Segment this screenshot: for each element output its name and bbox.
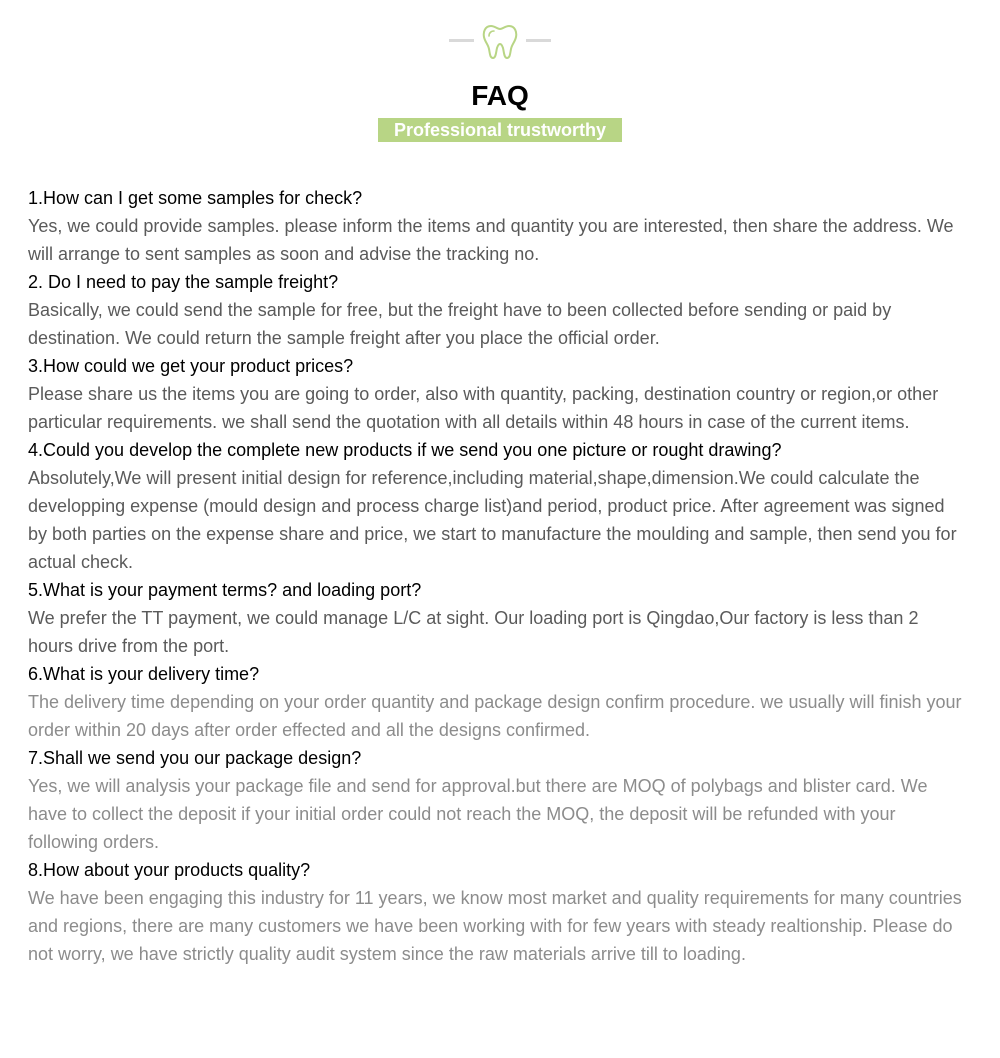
faq-answer-6: The delivery time depending on your order quantity and package design confirm procedure. we usually will finish your order within 20 days after order effected and all the designs confirmed. (28, 692, 962, 740)
faq-answer-2: Basically, we could send the sample for free, but the freight have to been collected before sending or paid by destination. We could return the sample freight after you place the official order. (28, 300, 892, 348)
faq-answer-3: Please share us the items you are going to order, also with quantity, packing, destination country or region,or other particular requirements. we shall send the quotation with all details within 48 hours in case of the current items. (28, 384, 939, 432)
faq-question-5: 5.What is your payment terms? and loading port? (28, 580, 422, 600)
faq-question-7: 7.Shall we send you our package design? (28, 748, 362, 768)
faq-question-2: 2. Do I need to pay the sample freight? (28, 272, 339, 292)
faq-question-8: 8.How about your products quality? (28, 860, 311, 880)
faq-question-1: 1.How can I get some samples for check? (28, 188, 363, 208)
ornament-line-left (449, 39, 474, 42)
faq-question-3: 3.How could we get your product prices? (28, 356, 354, 376)
faq-list (28, 184, 963, 968)
faq-answer-1: Yes, we could provide samples. please inform the items and quantity you are interested, then share the address. We will arrange to sent samples as soon and advise the tracking no. (28, 216, 954, 264)
header-ornament (449, 20, 551, 62)
page-title: FAQ (471, 80, 529, 111)
faq-answer-8: We have been engaging this industry for 11 years, we know most market and quality requirements for many countries and regions, there are many customers we have been working with for few years with steady realtionship. Please do not worry, we have strictly quality audit system since the raw materials arrive till to loading. (28, 888, 962, 964)
subtitle-badge: Professional trustworthy (378, 118, 622, 142)
tooth-icon (481, 22, 519, 60)
faq-question-6: 6.What is your delivery time? (28, 664, 260, 684)
faq-header (0, 0, 1000, 160)
faq-answer-7: Yes, we will analysis your package file and send for approval.but there are MOQ of polybags and blister card. We have to collect the deposit if your initial order could not reach the MOQ, the deposit will be refunded with your following orders. (28, 776, 928, 852)
faq-answer-4: Absolutely,We will present initial design for reference,including material,shape,dimension.We could calculate the developping expense (mould design and process charge list)and period, product price. After agreement was signed by both parties on the expense share and price, we start to manufacture the moulding and sample, then send you for actual check. (28, 468, 957, 572)
subtitle-wrap (0, 118, 1000, 142)
faq-question-4: 4.Could you develop the complete new products if we send you one picture or rought drawing? (28, 440, 782, 460)
ornament-line-right (526, 39, 551, 42)
faq-answer-5: We prefer the TT payment, we could manage L/C at sight. Our loading port is Qingdao,Our factory is less than 2 hours drive from the port. (28, 608, 919, 656)
